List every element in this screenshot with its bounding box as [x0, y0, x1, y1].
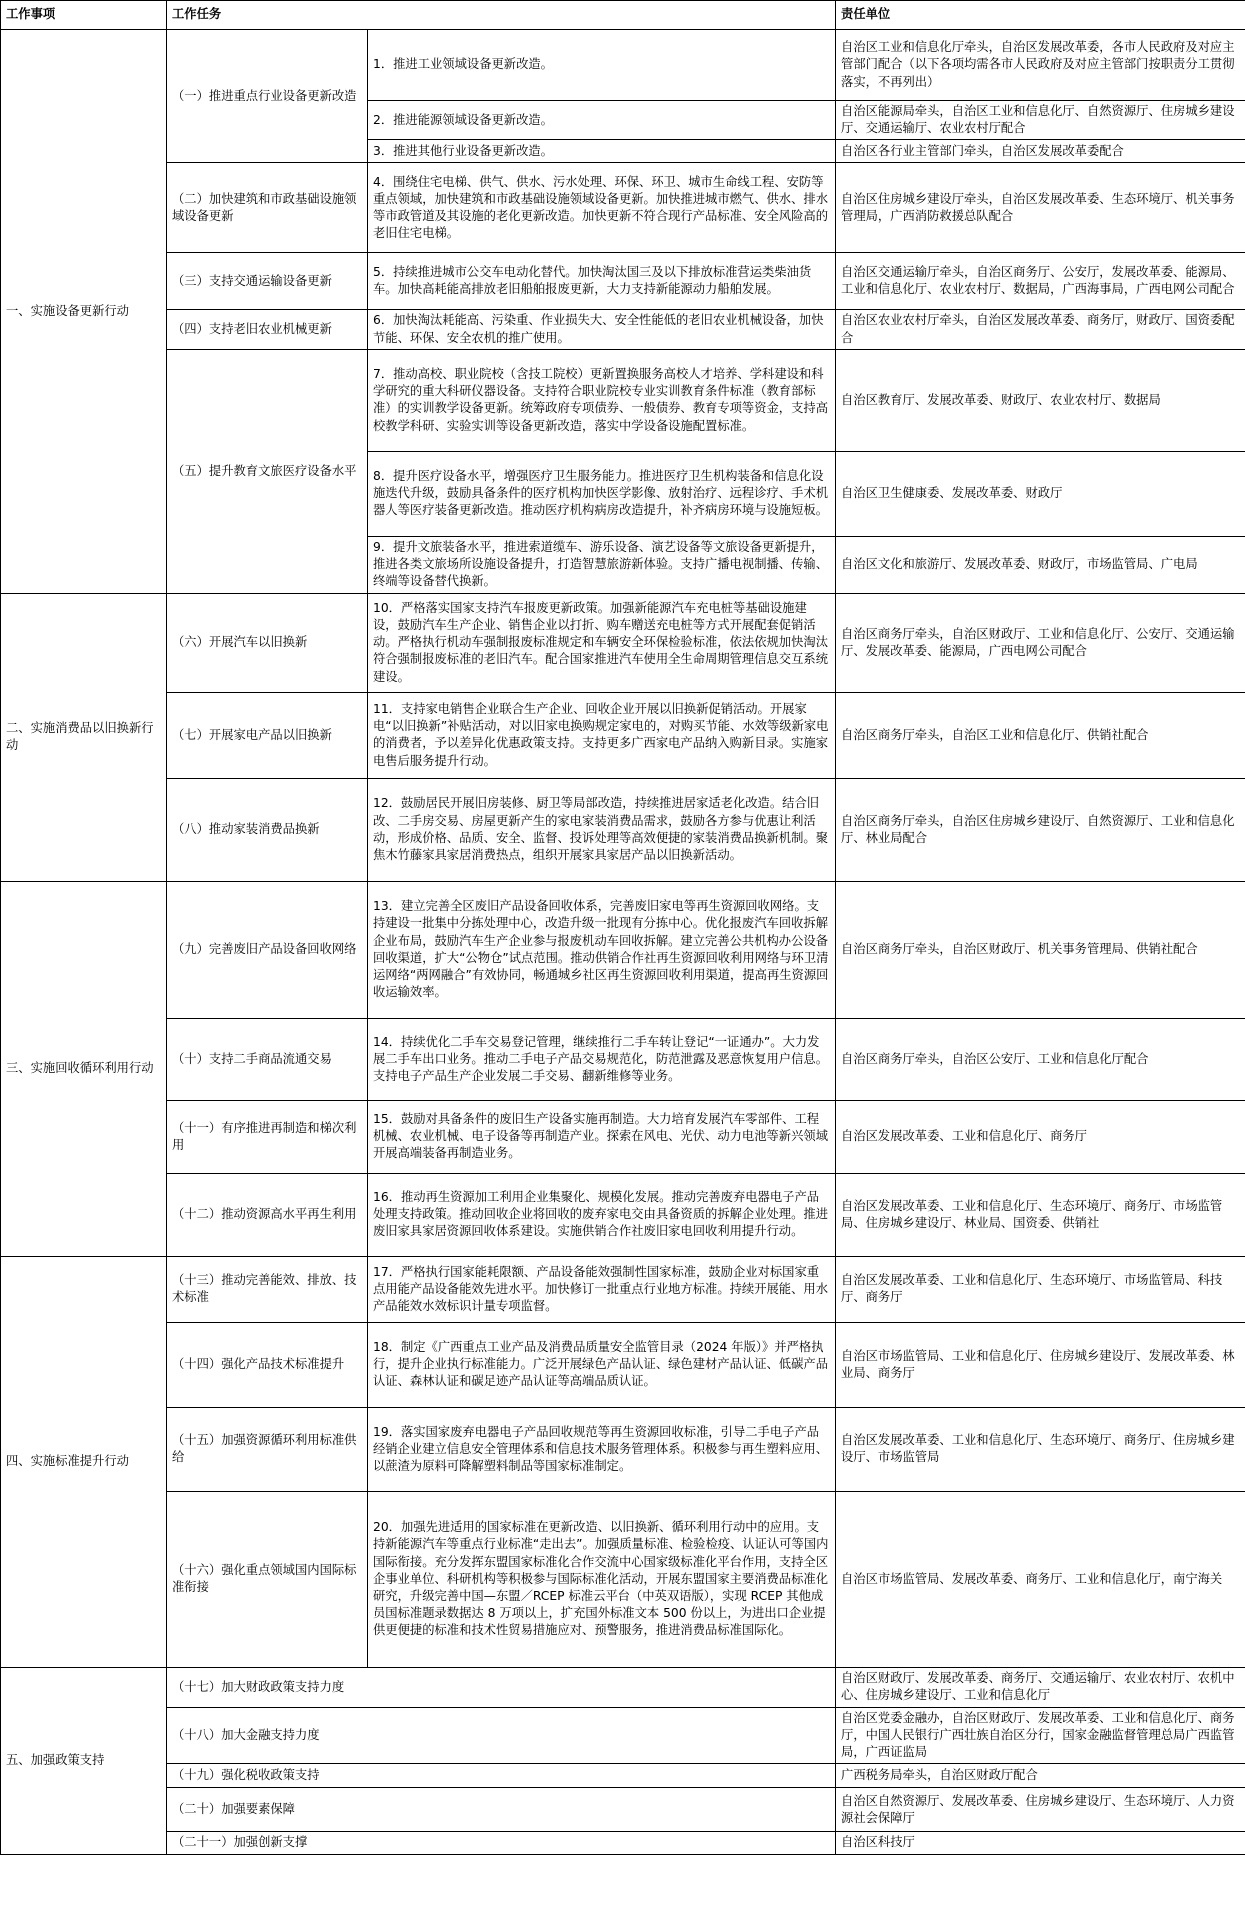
task-cell: 9．提升文旅装备水平，推进索道缆车、游乐设备、演艺设备等文旅设备更新提升，推进各类文旅场所设施设备提升，打造智慧旅游新体验。支持广播电视制播、传输、终端等设备替代换新。: [368, 536, 836, 593]
task-cell: 19．落实国家废弃电器电子产品回收规范等再生资源回收标准，引导二手电子产品经销企业建立信息安全管理体系和信息技术服务管理体系。积极参与再生塑料应用、以蔗渣为原料可降解塑料制品等国家标准制定。: [368, 1407, 836, 1491]
group-cell: （十一）有序推进再制造和梯次利用: [167, 1100, 368, 1173]
task-cell: 7．推动高校、职业院校（含技工院校）更新置换服务高校人才培养、学科建设和科学研究的重大科研仪器设备。支持符合职业院校专业实训教育条件标准（教育部标准）的实训教学设备更新。统筹政府专项债券、一般债券、教育专项等资金，支持高校教学科研、实验实训等设备更新改造，落实中学设备设施配置标准。: [368, 349, 836, 451]
table-row: [1, 778, 1245, 881]
group-cell: （二）加快建筑和市政基础设施领域设备更新: [167, 163, 368, 253]
task-cell: 14．持续优化二手车交易登记管理，继续推行二手车转让登记“一证通办”。大力发展二手车出口业务。推动二手电子产品交易规范化，防范泄露及恶意恢复用户信息。支持电子产品生产企业发展二手交易、翻新维修等业务。: [368, 1018, 836, 1100]
group-cell: （四）支持老旧农业机械更新: [167, 310, 368, 349]
table-row: [1, 593, 1245, 692]
unit-cell: 自治区发展改革委、工业和信息化厅、生态环境厅、市场监管局、科技厅、商务厅: [836, 1256, 1245, 1322]
section-cell: 二、实施消费品以旧换新行动: [1, 593, 167, 881]
table-row: [1, 1100, 1245, 1173]
table-row: [1, 1173, 1245, 1256]
task-cell: 8．提升医疗设备水平，增强医疗卫生服务能力。推进医疗卫生机构装备和信息化设施迭代升级，鼓励具备条件的医疗机构加快医学影像、放射治疗、远程诊疗、手术机器人等医疗装备更新改造。推动医疗机构病房改造提升，补齐病房环境与设施短板。: [368, 451, 836, 536]
unit-cell: 自治区发展改革委、工业和信息化厅、商务厅: [836, 1100, 1245, 1173]
unit-cell: 自治区市场监管局、发展改革委、商务厅、工业和信息化厅，南宁海关: [836, 1491, 1245, 1667]
task-cell: 13．建立完善全区废旧产品设备回收体系，完善废旧家电等再生资源回收网络。支持建设一批集中分拣处理中心，改造升级一批现有分拣中心。优化报废汽车回收拆解企业布局，鼓励汽车生产企业参与报废机动车回收拆解。建立完善公共机构办公设备回收渠道，扩大“公物仓”试点范围。推动供销合作社再生资源回收利用网络与环卫清运网络“两网融合”有效协同，畅通城乡社区再生资源回收利用渠道，提高再生资源回收运输效率。: [368, 881, 836, 1018]
table-row: [1, 1832, 1245, 1854]
task-cell: 1．推进工业领域设备更新改造。: [368, 30, 836, 101]
group-cell: （二十一）加强创新支撑: [167, 1832, 836, 1854]
task-cell: 20．加强先进适用的国家标准在更新改造、以旧换新、循环利用行动中的应用。支持新能源汽车等重点行业标准“走出去”。加强质量标准、检验检疫、认证认可等国内国际衔接。充分发挥东盟国家标准化合作交流中心国家级标准化平台作用，支持全区企事业单位、科研机构等积极参与国际标准化活动，开展东盟国家主要消费品标准化研究，升级完善中国—东盟／RCEP 标准云平台（中英双语版），实现 RCEP 其他成员国标准题录数据达 8 万项以上，扩充国外标准文本 500 份以上，为进出口企业提供更便捷的标准和技术性贸易措施应对、预警服务，推进消费品标准国际化。: [368, 1491, 836, 1667]
unit-cell: 自治区住房城乡建设厅牵头，自治区发展改革委、生态环境厅、机关事务管理局，广西消防救援总队配合: [836, 163, 1245, 253]
header-work-task: 工作任务: [167, 1, 836, 30]
task-cell: 16．推动再生资源加工利用企业集聚化、规模化发展。推动完善废弃电器电子产品处理支持政策。推动回收企业将回收的废弃家电交由具备资质的拆解企业处理。推进废旧家具家居资源回收体系建设。实施供销合作社废旧家电回收利用提升行动。: [368, 1173, 836, 1256]
task-cell: 4．围绕住宅电梯、供气、供水、污水处理、环保、环卫、城市生命线工程、安防等重点领域，加快建筑和市政基础设施领域设备更新。加快推进城市燃气、供水、排水等市政管道及其设施的老化更新改造。加快更新不符合现行产品标准、安全风险高的老旧住宅电梯。: [368, 163, 836, 253]
unit-cell: 自治区商务厅牵头，自治区住房城乡建设厅、自然资源厅、工业和信息化厅、林业局配合: [836, 778, 1245, 881]
task-cell: 3．推进其他行业设备更新改造。: [368, 140, 836, 163]
table-row: [1, 1764, 1245, 1788]
unit-cell: 自治区商务厅牵头，自治区工业和信息化厅、供销社配合: [836, 692, 1245, 778]
unit-cell: 自治区财政厅、发展改革委、商务厅、交通运输厅、农业农村厅、农机中心、住房城乡建设厅、工业和信息化厅: [836, 1667, 1245, 1707]
task-cell: 2．推进能源领域设备更新改造。: [368, 101, 836, 140]
task-cell: 6．加快淘汰耗能高、污染重、作业损失大、安全性能低的老旧农业机械设备，加快节能、环保、安全农机的推广使用。: [368, 310, 836, 349]
unit-cell: 自治区文化和旅游厅、发展改革委、财政厅，市场监管局、广电局: [836, 536, 1245, 593]
table-row: [1, 692, 1245, 778]
unit-cell: 自治区能源局牵头，自治区工业和信息化厅、自然资源厅、住房城乡建设厅、交通运输厅、农业农村厅配合: [836, 101, 1245, 140]
section-cell: 四、实施标准提升行动: [1, 1256, 167, 1667]
group-cell: （八）推动家装消费品换新: [167, 778, 368, 881]
unit-cell: 自治区农业农村厅牵头，自治区发展改革委、商务厅，财政厅、国资委配合: [836, 310, 1245, 349]
header-work-item: 工作事项: [1, 1, 167, 30]
table-row: [1, 1407, 1245, 1491]
section-cell: 五、加强政策支持: [1, 1667, 167, 1854]
section-cell: 一、实施设备更新行动: [1, 30, 167, 594]
table-row: [1, 1667, 1245, 1707]
unit-cell: 自治区市场监管局、工业和信息化厅、住房城乡建设厅、发展改革委、林业局、商务厅: [836, 1322, 1245, 1407]
group-cell: （一）推进重点行业设备更新改造: [167, 30, 368, 163]
unit-cell: 自治区交通运输厅牵头，自治区商务厅、公安厅，发展改革委、能源局、工业和信息化厅、农业农村厅、数据局，广西海事局，广西电网公司配合: [836, 253, 1245, 310]
group-cell: （十三）推动完善能效、排放、技术标准: [167, 1256, 368, 1322]
group-cell: （三）支持交通运输设备更新: [167, 253, 368, 310]
task-cell: 11．支持家电销售企业联合生产企业、回收企业开展以旧换新促销活动。开展家电“以旧换新”补贴活动，对以旧家电换购规定家电的，对购买节能、水效等级新家电的消费者，予以差异化优惠政策支持。支持更多广西家电产品纳入购新目录。实施家电售后服务提升行动。: [368, 692, 836, 778]
group-cell: （七）开展家电产品以旧换新: [167, 692, 368, 778]
table-row: [1, 1491, 1245, 1667]
header-row: [1, 1, 1245, 30]
group-cell: （十六）强化重点领域国内国际标准衔接: [167, 1491, 368, 1667]
unit-cell: 自治区商务厅牵头，自治区财政厅、工业和信息化厅、公安厅、交通运输厅、发展改革委、能源局，广西电网公司配合: [836, 593, 1245, 692]
unit-cell: 自治区发展改革委、工业和信息化厅、生态环境厅、商务厅、住房城乡建设厅、市场监管局: [836, 1407, 1245, 1491]
table-row: [1, 30, 1245, 101]
table-row: [1, 310, 1245, 349]
table-row: [1, 1322, 1245, 1407]
unit-cell: 自治区科技厅: [836, 1832, 1245, 1854]
group-cell: （十七）加大财政政策支持力度: [167, 1667, 836, 1707]
unit-cell: 自治区教育厅、发展改革委、财政厅、农业农村厅、数据局: [836, 349, 1245, 451]
unit-cell: 自治区党委金融办，自治区财政厅、发展改革委、工业和信息化厅、商务厅，中国人民银行广西壮族自治区分行，国家金融监督管理总局广西监管局，广西证监局: [836, 1707, 1245, 1764]
group-cell: （十二）推动资源高水平再生利用: [167, 1173, 368, 1256]
group-cell: （九）完善废旧产品设备回收网络: [167, 881, 368, 1018]
group-cell: （十八）加大金融支持力度: [167, 1707, 836, 1764]
task-cell: 17．严格执行国家能耗限额、产品设备能效强制性国家标准，鼓励企业对标国家重点用能产品设备能效先进水平。加快修订一批重点行业地方标准。持续开展能、用水产品能效水效标识计量专项监督。: [368, 1256, 836, 1322]
table-row: [1, 349, 1245, 451]
header-responsible-unit: 责任单位: [836, 1, 1245, 30]
unit-cell: 自治区发展改革委、工业和信息化厅、生态环境厅、商务厅、市场监管局、住房城乡建设厅、林业局、国资委、供销社: [836, 1173, 1245, 1256]
task-cell: 15．鼓励对具备条件的废旧生产设备实施再制造。大力培育发展汽车零部件、工程机械、农业机械、电子设备等再制造产业。探索在风电、光伏、动力电池等新兴领域开展高端装备再制造业务。: [368, 1100, 836, 1173]
unit-cell: 自治区各行业主管部门牵头，自治区发展改革委配合: [836, 140, 1245, 163]
group-cell: （十五）加强资源循环利用标准供给: [167, 1407, 368, 1491]
table-row: [1, 1788, 1245, 1832]
table-row: [1, 1707, 1245, 1764]
table-row: [1, 1018, 1245, 1100]
task-cell: 18．制定《广西重点工业产品及消费品质量安全监管目录（2024 年版）》并严格执行，提升企业执行标准能力。广泛开展绿色产品认证、绿色建材产品认证、低碳产品认证、森林认证和碳足迹产品认证等高端品质认证。: [368, 1322, 836, 1407]
table-row: [1, 163, 1245, 253]
unit-cell: 自治区卫生健康委、发展改革委、财政厅: [836, 451, 1245, 536]
group-cell: （六）开展汽车以旧换新: [167, 593, 368, 692]
group-cell: （五）提升教育文旅医疗设备水平: [167, 349, 368, 593]
unit-cell: 自治区自然资源厅、发展改革委、住房城乡建设厅、生态环境厅、人力资源社会保障厅: [836, 1788, 1245, 1832]
section-cell: 三、实施回收循环利用行动: [1, 881, 167, 1256]
group-cell: （十九）强化税收政策支持: [167, 1764, 836, 1788]
task-cell: 12．鼓励居民开展旧房装修、厨卫等局部改造，持续推进居家适老化改造。结合旧改、二手房交易、房屋更新产生的家电家装消费品需求，鼓励各方参与优惠让利活动，形成价格、品质、安全、监督、投诉处理等高效便捷的家装消费品换新机制。聚焦木竹藤家具家居消费热点，组织开展家具家居产品以旧换新活动。: [368, 778, 836, 881]
table-row: [1, 1256, 1245, 1322]
task-cell: 10．严格落实国家支持汽车报废更新政策。加强新能源汽车充电桩等基础设施建设，鼓励汽车生产企业、销售企业以打折、购车赠送充电桩等方式开展配套促销活动。严格执行机动车强制报废标准规定和车辆安全环保检验标准，依法依规加快淘汰符合强制报废标准的老旧汽车。配合国家推进汽车使用全生命周期管理信息交互系统建设。: [368, 593, 836, 692]
task-cell: 5．持续推进城市公交车电动化替代。加快淘汰国三及以下排放标准营运类柴油货车。加快高耗能高排放老旧船舶报废更新，大力支持新能源动力船舶发展。: [368, 253, 836, 310]
table-row: [1, 881, 1245, 1018]
unit-cell: 广西税务局牵头，自治区财政厅配合: [836, 1764, 1245, 1788]
group-cell: （二十）加强要素保障: [167, 1788, 836, 1832]
table-body: [1, 30, 1245, 1855]
unit-cell: 自治区商务厅牵头，自治区公安厅、工业和信息化厅配合: [836, 1018, 1245, 1100]
group-cell: （十四）强化产品技术标准提升: [167, 1322, 368, 1407]
unit-cell: 自治区工业和信息化厅牵头，自治区发展改革委，各市人民政府及对应主管部门配合（以下各项均需各市人民政府及对应主管部门按职责分工贯彻落实，不再列出）: [836, 30, 1245, 101]
unit-cell: 自治区商务厅牵头，自治区财政厅、机关事务管理局、供销社配合: [836, 881, 1245, 1018]
group-cell: （十）支持二手商品流通交易: [167, 1018, 368, 1100]
table-row: [1, 253, 1245, 310]
